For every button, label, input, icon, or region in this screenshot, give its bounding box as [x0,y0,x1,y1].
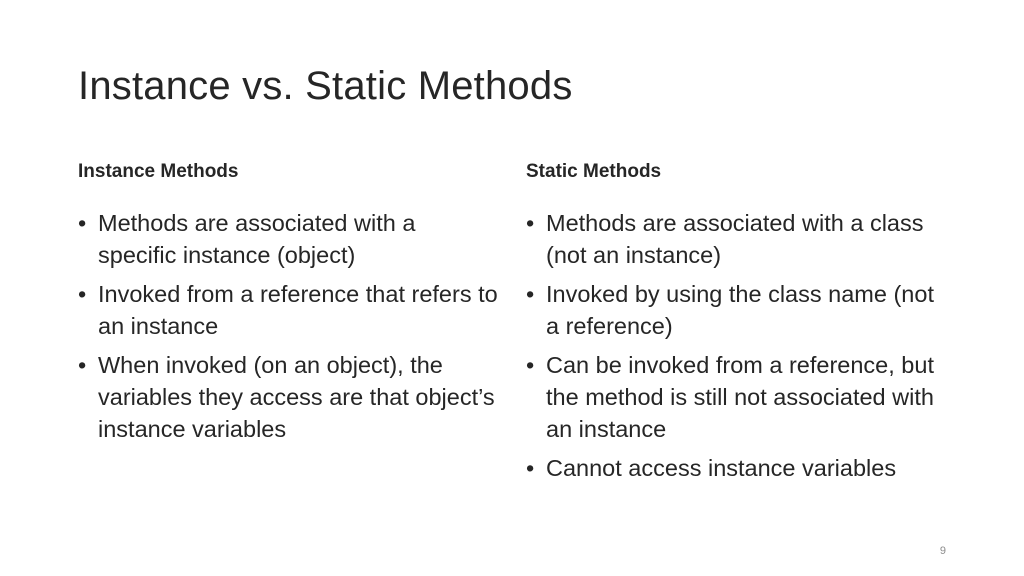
bullet-icon: • [78,352,87,378]
list-item-text: When invoked (on an object), the variables they access are that object’s instance variables [98,352,495,442]
bullet-icon: • [526,281,535,307]
list-item-text: Cannot access instance variables [546,455,897,481]
instance-methods-list [78,207,498,445]
list-item-text: Methods are associated with a class (not an instance) [546,210,924,268]
bullet-icon: • [78,210,87,236]
list-item [526,278,946,342]
list-item [78,349,498,445]
page-number: 9 [939,545,946,557]
bullet-icon: • [526,455,535,481]
bullet-icon: • [526,210,535,236]
list-item [526,452,946,484]
column-heading-instance: Instance Methods [78,161,239,182]
static-methods-column [526,156,946,491]
bullet-icon: • [78,281,87,307]
list-item [526,349,946,445]
bullet-icon: • [526,352,535,378]
instance-methods-column [78,156,498,452]
list-item-text: Invoked by using the class name (not a reference) [546,281,934,339]
column-heading-static: Static Methods [526,161,662,182]
list-item-text: Methods are associated with a specific instance (object) [98,210,416,268]
list-item-text: Can be invoked from a reference, but the method is still not associated with an instance [546,352,934,442]
list-item [78,278,498,342]
list-item [526,207,946,271]
static-methods-list [526,207,946,484]
list-item [78,207,498,271]
list-item-text: Invoked from a reference that refers to an instance [98,281,498,339]
slide-title: Instance vs. Static Methods [78,64,573,108]
